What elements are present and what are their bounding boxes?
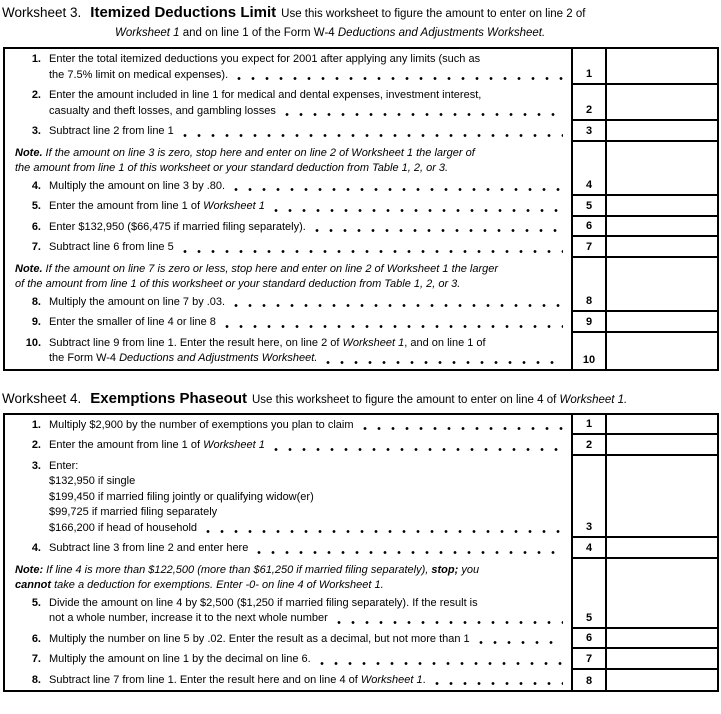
text-line xyxy=(49,490,565,506)
dot-leader xyxy=(183,133,563,138)
line-item xyxy=(15,459,565,537)
dot-leader xyxy=(183,249,563,254)
text-segment: Note: xyxy=(15,563,44,576)
worksheet3-row-10-description xyxy=(5,333,571,369)
text-segment: Subtract line 2 from line 1 xyxy=(49,125,174,137)
worksheet4-title: Exemptions Phaseout xyxy=(90,389,247,407)
worksheet3-entry-box-line-8[interactable] xyxy=(605,258,717,313)
worksheet3-row-1 xyxy=(5,49,717,85)
text-content xyxy=(49,521,197,537)
dot-leader xyxy=(274,208,563,213)
text-line xyxy=(49,438,565,454)
worksheet3-row-3 xyxy=(5,121,717,142)
worksheet3-line-number-6: 6 xyxy=(571,217,605,238)
text-segment: $199,450 if married filing jointly or qualifying widow(er) xyxy=(49,490,314,503)
line-item-text xyxy=(49,459,565,537)
worksheet4-row-3 xyxy=(5,456,717,539)
worksheet4-row-8-description xyxy=(5,670,571,691)
line-item-text xyxy=(49,673,565,689)
line-item-text xyxy=(49,632,565,648)
text-segment: stop; xyxy=(431,563,459,576)
worksheet4-entry-box-line-7[interactable] xyxy=(605,649,717,670)
text-segment: the Form W-4 xyxy=(49,352,120,364)
text-line xyxy=(49,88,565,104)
text-segment: Enter the amount included in line 1 for medical and dental expenses, investment interest, xyxy=(49,89,482,101)
worksheet4-line-number-1: 1 xyxy=(571,415,605,436)
worksheet4-entry-box-line-5[interactable] xyxy=(605,559,717,629)
line-item xyxy=(15,541,565,557)
worksheet3-line-number-3: 3 xyxy=(571,121,605,142)
line-item-number: 6. xyxy=(31,220,41,233)
worksheet4-header xyxy=(0,390,721,408)
line-item-number: 8. xyxy=(31,295,41,308)
line-item xyxy=(15,124,565,140)
text-segment: $132,950 if single xyxy=(49,475,136,487)
worksheet3-row-3-description xyxy=(5,121,571,142)
text-segment: Subtract line 7 from line 1. Enter the result here and on line 4 of xyxy=(49,673,361,686)
line-item-number: 1. xyxy=(31,53,41,65)
line-item-number: 2. xyxy=(31,439,41,451)
text-segment: cannot xyxy=(15,579,52,591)
text-segment: Subtract line 6 from line 5 xyxy=(49,241,174,253)
worksheet4-row-2 xyxy=(5,435,717,456)
text-segment: the amount from line 1 of this worksheet or your standard deduction from Table 1, 2, or 3. xyxy=(15,162,449,174)
worksheet3-table xyxy=(3,47,719,371)
worksheet4-line-number-6: 6 xyxy=(571,629,605,650)
text-line xyxy=(49,315,565,331)
worksheet3-subtitle: Use this worksheet to figure the amount to enter on line 2 of xyxy=(281,8,586,20)
line-item-text xyxy=(49,438,565,454)
worksheet4-line-number-7: 7 xyxy=(571,649,605,670)
line-item-number: 7. xyxy=(31,241,41,253)
text-segment: , and on line 1 of xyxy=(404,336,486,349)
text-line xyxy=(49,295,565,311)
text-content xyxy=(49,295,225,311)
worksheet3-row-8 xyxy=(5,258,717,313)
worksheet3-line-number-1: 1 xyxy=(571,49,605,85)
dot-leader xyxy=(285,112,563,117)
worksheet4-entry-box-line-8[interactable] xyxy=(605,670,717,691)
text-segment: $166,200 if head of household xyxy=(49,521,198,534)
text-segment: Multiply the number on line 5 by .02. Enter the result as a decimal, but not more than 1 xyxy=(49,632,470,645)
dot-leader xyxy=(225,324,563,329)
line-item xyxy=(15,179,565,195)
text-content xyxy=(49,611,328,627)
dot-leader xyxy=(315,228,563,233)
line-item-number: 8. xyxy=(31,673,41,686)
line-item xyxy=(15,240,565,256)
text-content xyxy=(49,179,225,195)
text-segment: Worksheet 1 xyxy=(360,673,423,686)
line-item-number: 5. xyxy=(31,596,41,609)
text-segment: Enter: xyxy=(49,459,79,472)
worksheet4-section xyxy=(0,390,721,693)
dot-leader xyxy=(206,529,563,534)
worksheet3-label: Worksheet 3. xyxy=(2,5,82,20)
worksheet4-row-8 xyxy=(5,670,717,691)
line-item-text xyxy=(49,336,565,367)
dot-leader xyxy=(234,303,563,308)
line-item-number: 7. xyxy=(31,653,41,665)
line-item-number: 10. xyxy=(25,336,41,349)
worksheet4-subtitle xyxy=(252,394,627,406)
text-segment: Subtract line 3 from line 2 and enter here xyxy=(49,542,249,554)
text-segment: not a whole number, increase it to the next whole number xyxy=(49,612,328,624)
text-line xyxy=(49,596,565,612)
text-segment: If the amount on line 7 is zero or less, stop here and enter on line 2 of Worksheet 1 the larger xyxy=(42,262,499,275)
worksheet3-row-7-description xyxy=(5,237,571,258)
text-segment: $99,725 if married filing separately xyxy=(49,506,218,518)
worksheet4-entry-box-line-2[interactable] xyxy=(605,435,717,456)
text-line xyxy=(49,179,565,195)
text-segment: Enter the total itemized deductions you expect for 2001 after applying any limits (such as xyxy=(49,53,481,65)
line-item-text xyxy=(49,295,565,311)
worksheet3-row-5-description xyxy=(5,196,571,217)
worksheet3-row-6 xyxy=(5,217,717,238)
text-line xyxy=(49,474,565,490)
worksheet3-row-10 xyxy=(5,333,717,369)
worksheet4-line-number-3: 3 xyxy=(571,456,605,539)
note-block xyxy=(15,563,565,594)
line-item xyxy=(15,652,565,668)
line-item-text xyxy=(49,179,565,195)
text-segment: of the amount from line 1 of this worksheet or your standard deduction from Table 1, 2, or 3. xyxy=(15,278,461,290)
text-segment: Worksheet 1 xyxy=(115,27,180,39)
text-line xyxy=(49,240,565,256)
line-item-text xyxy=(49,88,565,119)
worksheet3-entry-box-line-1[interactable] xyxy=(605,49,717,85)
line-item-number: 9. xyxy=(31,316,41,328)
text-content xyxy=(49,438,265,454)
text-line xyxy=(49,351,565,367)
text-content xyxy=(49,418,354,434)
text-segment: Enter the amount from line 1 of xyxy=(49,200,204,212)
worksheet3-row-2 xyxy=(5,85,717,121)
worksheet3-entry-box-line-2[interactable] xyxy=(605,85,717,121)
worksheet3-entry-box-line-9[interactable] xyxy=(605,312,717,333)
worksheet4-entry-box-line-1[interactable] xyxy=(605,415,717,436)
worksheet3-line-number-2: 2 xyxy=(571,85,605,121)
text-line xyxy=(49,673,565,689)
worksheet3-line-number-7: 7 xyxy=(571,237,605,258)
line-item xyxy=(15,220,565,236)
worksheet4-entry-box-line-3[interactable] xyxy=(605,456,717,539)
line-item xyxy=(15,199,565,215)
text-content xyxy=(49,632,470,648)
text-content xyxy=(49,104,276,120)
text-content xyxy=(49,652,311,668)
text-segment: Subtract line 9 from line 1. Enter the result here, on line 2 of xyxy=(49,336,343,349)
line-item-number: 2. xyxy=(31,89,41,101)
line-item-number: 3. xyxy=(31,459,41,472)
worksheet3-entry-box-line-3[interactable] xyxy=(605,121,717,142)
line-item xyxy=(15,418,565,434)
dot-leader xyxy=(479,640,563,645)
worksheet3-row-2-description xyxy=(5,85,571,121)
worksheet3-row-7 xyxy=(5,237,717,258)
worksheet3-line-number-8: 8 xyxy=(571,258,605,313)
line-item-number: 4. xyxy=(31,179,41,192)
worksheet4-line-number-5: 5 xyxy=(571,559,605,629)
worksheet3-row-9-description xyxy=(5,312,571,333)
text-content xyxy=(49,673,426,689)
worksheet3-title: Itemized Deductions Limit xyxy=(90,4,277,21)
worksheet3-line-number-10: 10 xyxy=(571,333,605,369)
line-item xyxy=(15,52,565,83)
note-line xyxy=(15,262,565,278)
worksheet3-row-8-description xyxy=(5,258,571,313)
worksheet4-row-1 xyxy=(5,415,717,436)
text-line xyxy=(49,52,565,68)
worksheet3-entry-box-line-7[interactable] xyxy=(605,237,717,258)
text-line xyxy=(49,521,565,537)
dot-leader xyxy=(363,426,564,431)
worksheet3-line-number-4: 4 xyxy=(571,142,605,197)
line-item-text xyxy=(49,541,565,557)
worksheet3-row-4 xyxy=(5,142,717,197)
worksheet3-row-1-description xyxy=(5,49,571,85)
worksheet4-row-6 xyxy=(5,629,717,650)
worksheet3-row-9 xyxy=(5,312,717,333)
line-item xyxy=(15,88,565,119)
text-content xyxy=(49,240,174,256)
text-segment: Use this worksheet to figure the amount to enter on line 4 of xyxy=(252,393,560,406)
worksheet3-header-line1 xyxy=(2,3,721,24)
dot-leader xyxy=(337,620,563,625)
worksheet4-row-4-description xyxy=(5,538,571,559)
worksheet4-label: Worksheet 4. xyxy=(2,390,82,406)
line-item xyxy=(15,673,565,689)
worksheet4-line-number-2: 2 xyxy=(571,435,605,456)
worksheet4-row-1-description xyxy=(5,415,571,436)
worksheet3-entry-box-line-4[interactable] xyxy=(605,142,717,197)
line-item xyxy=(15,596,565,627)
line-item-text xyxy=(49,124,565,140)
line-item-text xyxy=(49,596,565,627)
text-segment: Deductions and Adjustments Worksheet. xyxy=(119,352,318,364)
text-line xyxy=(49,68,565,84)
text-content xyxy=(49,220,306,236)
line-item xyxy=(15,315,565,331)
worksheet3-row-5 xyxy=(5,196,717,217)
text-line xyxy=(49,199,565,215)
text-line xyxy=(49,505,565,521)
text-content xyxy=(49,124,174,140)
text-content xyxy=(49,541,248,557)
line-item-number: 1. xyxy=(31,418,41,431)
line-item xyxy=(15,295,565,311)
worksheet4-row-5 xyxy=(5,559,717,629)
text-line xyxy=(49,611,565,627)
dot-leader xyxy=(234,187,563,192)
text-line xyxy=(49,652,565,668)
worksheet3-entry-box-line-10[interactable] xyxy=(605,333,717,369)
text-line xyxy=(49,632,565,648)
line-item-text xyxy=(49,240,565,256)
note-line xyxy=(15,277,565,293)
line-item xyxy=(15,438,565,454)
text-segment: . xyxy=(422,673,426,686)
line-item-number: 3. xyxy=(31,125,41,137)
text-segment: Deductions and Adjustments Worksheet. xyxy=(337,27,546,39)
dot-leader xyxy=(435,681,563,686)
text-segment: Enter $132,950 ($66,475 if married filing separately). xyxy=(49,220,306,233)
text-line xyxy=(49,104,565,120)
dot-leader xyxy=(237,76,563,81)
worksheet4-row-7-description xyxy=(5,649,571,670)
text-segment: Enter the amount from line 1 of xyxy=(49,439,204,451)
text-line xyxy=(49,336,565,352)
text-line xyxy=(49,459,565,475)
text-line xyxy=(49,541,565,557)
text-line xyxy=(49,418,565,434)
text-segment: Worksheet 1. xyxy=(559,393,628,406)
line-item-text xyxy=(49,52,565,83)
worksheet4-table xyxy=(3,413,719,693)
text-segment: Divide the amount on line 4 by $2,500 ($1,250 if married filing separately). If the result is xyxy=(49,596,478,609)
text-line xyxy=(49,220,565,236)
worksheet4-entry-box-line-4[interactable] xyxy=(605,538,717,559)
text-content xyxy=(49,315,216,331)
text-segment: Note. xyxy=(15,146,43,159)
line-item-number: 5. xyxy=(31,200,41,212)
note-block xyxy=(15,262,565,293)
note-line xyxy=(15,578,565,594)
worksheet4-row-3-description xyxy=(5,456,571,539)
worksheet4-row-6-description xyxy=(5,629,571,650)
worksheet4-line-number-8: 8 xyxy=(571,670,605,691)
line-item-number: 4. xyxy=(31,542,41,554)
line-item-number: 6. xyxy=(31,632,41,645)
worksheet3-row-6-description xyxy=(5,217,571,238)
note-line xyxy=(15,161,565,177)
worksheet3-line-number-9: 9 xyxy=(571,312,605,333)
dot-leader xyxy=(326,360,563,365)
text-segment: Worksheet 1 xyxy=(203,200,265,212)
worksheet3-subtitle-line2 xyxy=(115,24,721,42)
worksheet3-row-4-description xyxy=(5,142,571,197)
text-segment: Multiply the amount on line 3 by .80. xyxy=(49,179,226,192)
line-item-text xyxy=(49,315,565,331)
text-segment: take a deduction for exemptions. Enter -0- on line 4 of Worksheet 1. xyxy=(51,579,384,591)
line-item xyxy=(15,336,565,367)
worksheet4-row-5-description xyxy=(5,559,571,629)
line-item-text xyxy=(49,652,565,668)
text-segment: Enter the smaller of line 4 or line 8 xyxy=(49,316,216,328)
dot-leader xyxy=(320,661,563,666)
line-item xyxy=(15,632,565,648)
note-block xyxy=(15,146,565,177)
worksheet4-row-4 xyxy=(5,538,717,559)
text-segment: If line 4 is more than $122,500 (more than $61,250 if married filing separately), xyxy=(43,563,432,576)
note-line xyxy=(15,563,565,579)
text-segment: and on line 1 of the Form W-4 xyxy=(179,27,338,39)
text-segment: Worksheet 1 xyxy=(342,336,405,349)
note-line xyxy=(15,146,565,162)
line-item-text xyxy=(49,220,565,236)
worksheet3-line-number-5: 5 xyxy=(571,196,605,217)
worksheet3-header xyxy=(0,0,721,42)
line-item-text xyxy=(49,199,565,215)
dot-leader xyxy=(274,447,563,452)
worksheet4-entry-box-line-6[interactable] xyxy=(605,629,717,650)
worksheet4-row-7 xyxy=(5,649,717,670)
text-content xyxy=(49,351,317,367)
text-content xyxy=(49,68,228,84)
text-segment: Multiply the amount on line 7 by .03. xyxy=(49,295,226,308)
text-segment: Worksheet 1 xyxy=(203,439,265,451)
text-segment: Multiply $2,900 by the number of exemptions you plan to claim xyxy=(49,418,354,431)
text-segment: Multiply the amount on line 1 by the decimal on line 6. xyxy=(49,653,311,665)
worksheet4-line-number-4: 4 xyxy=(571,538,605,559)
text-segment: the 7.5% limit on medical expenses). xyxy=(49,68,229,81)
text-content xyxy=(49,199,265,215)
worksheet3-entry-box-line-6[interactable] xyxy=(605,217,717,238)
dot-leader xyxy=(257,550,563,555)
worksheet4-row-2-description xyxy=(5,435,571,456)
text-line xyxy=(49,124,565,140)
text-segment: casualty and theft losses, and gambling losses xyxy=(49,104,276,117)
text-segment: Note. xyxy=(15,262,43,275)
worksheet3-entry-box-line-5[interactable] xyxy=(605,196,717,217)
text-segment: If the amount on line 3 is zero, stop here and enter on line 2 of Worksheet 1 the larger of xyxy=(42,146,475,159)
line-item-text xyxy=(49,418,565,434)
text-segment: you xyxy=(458,563,480,576)
